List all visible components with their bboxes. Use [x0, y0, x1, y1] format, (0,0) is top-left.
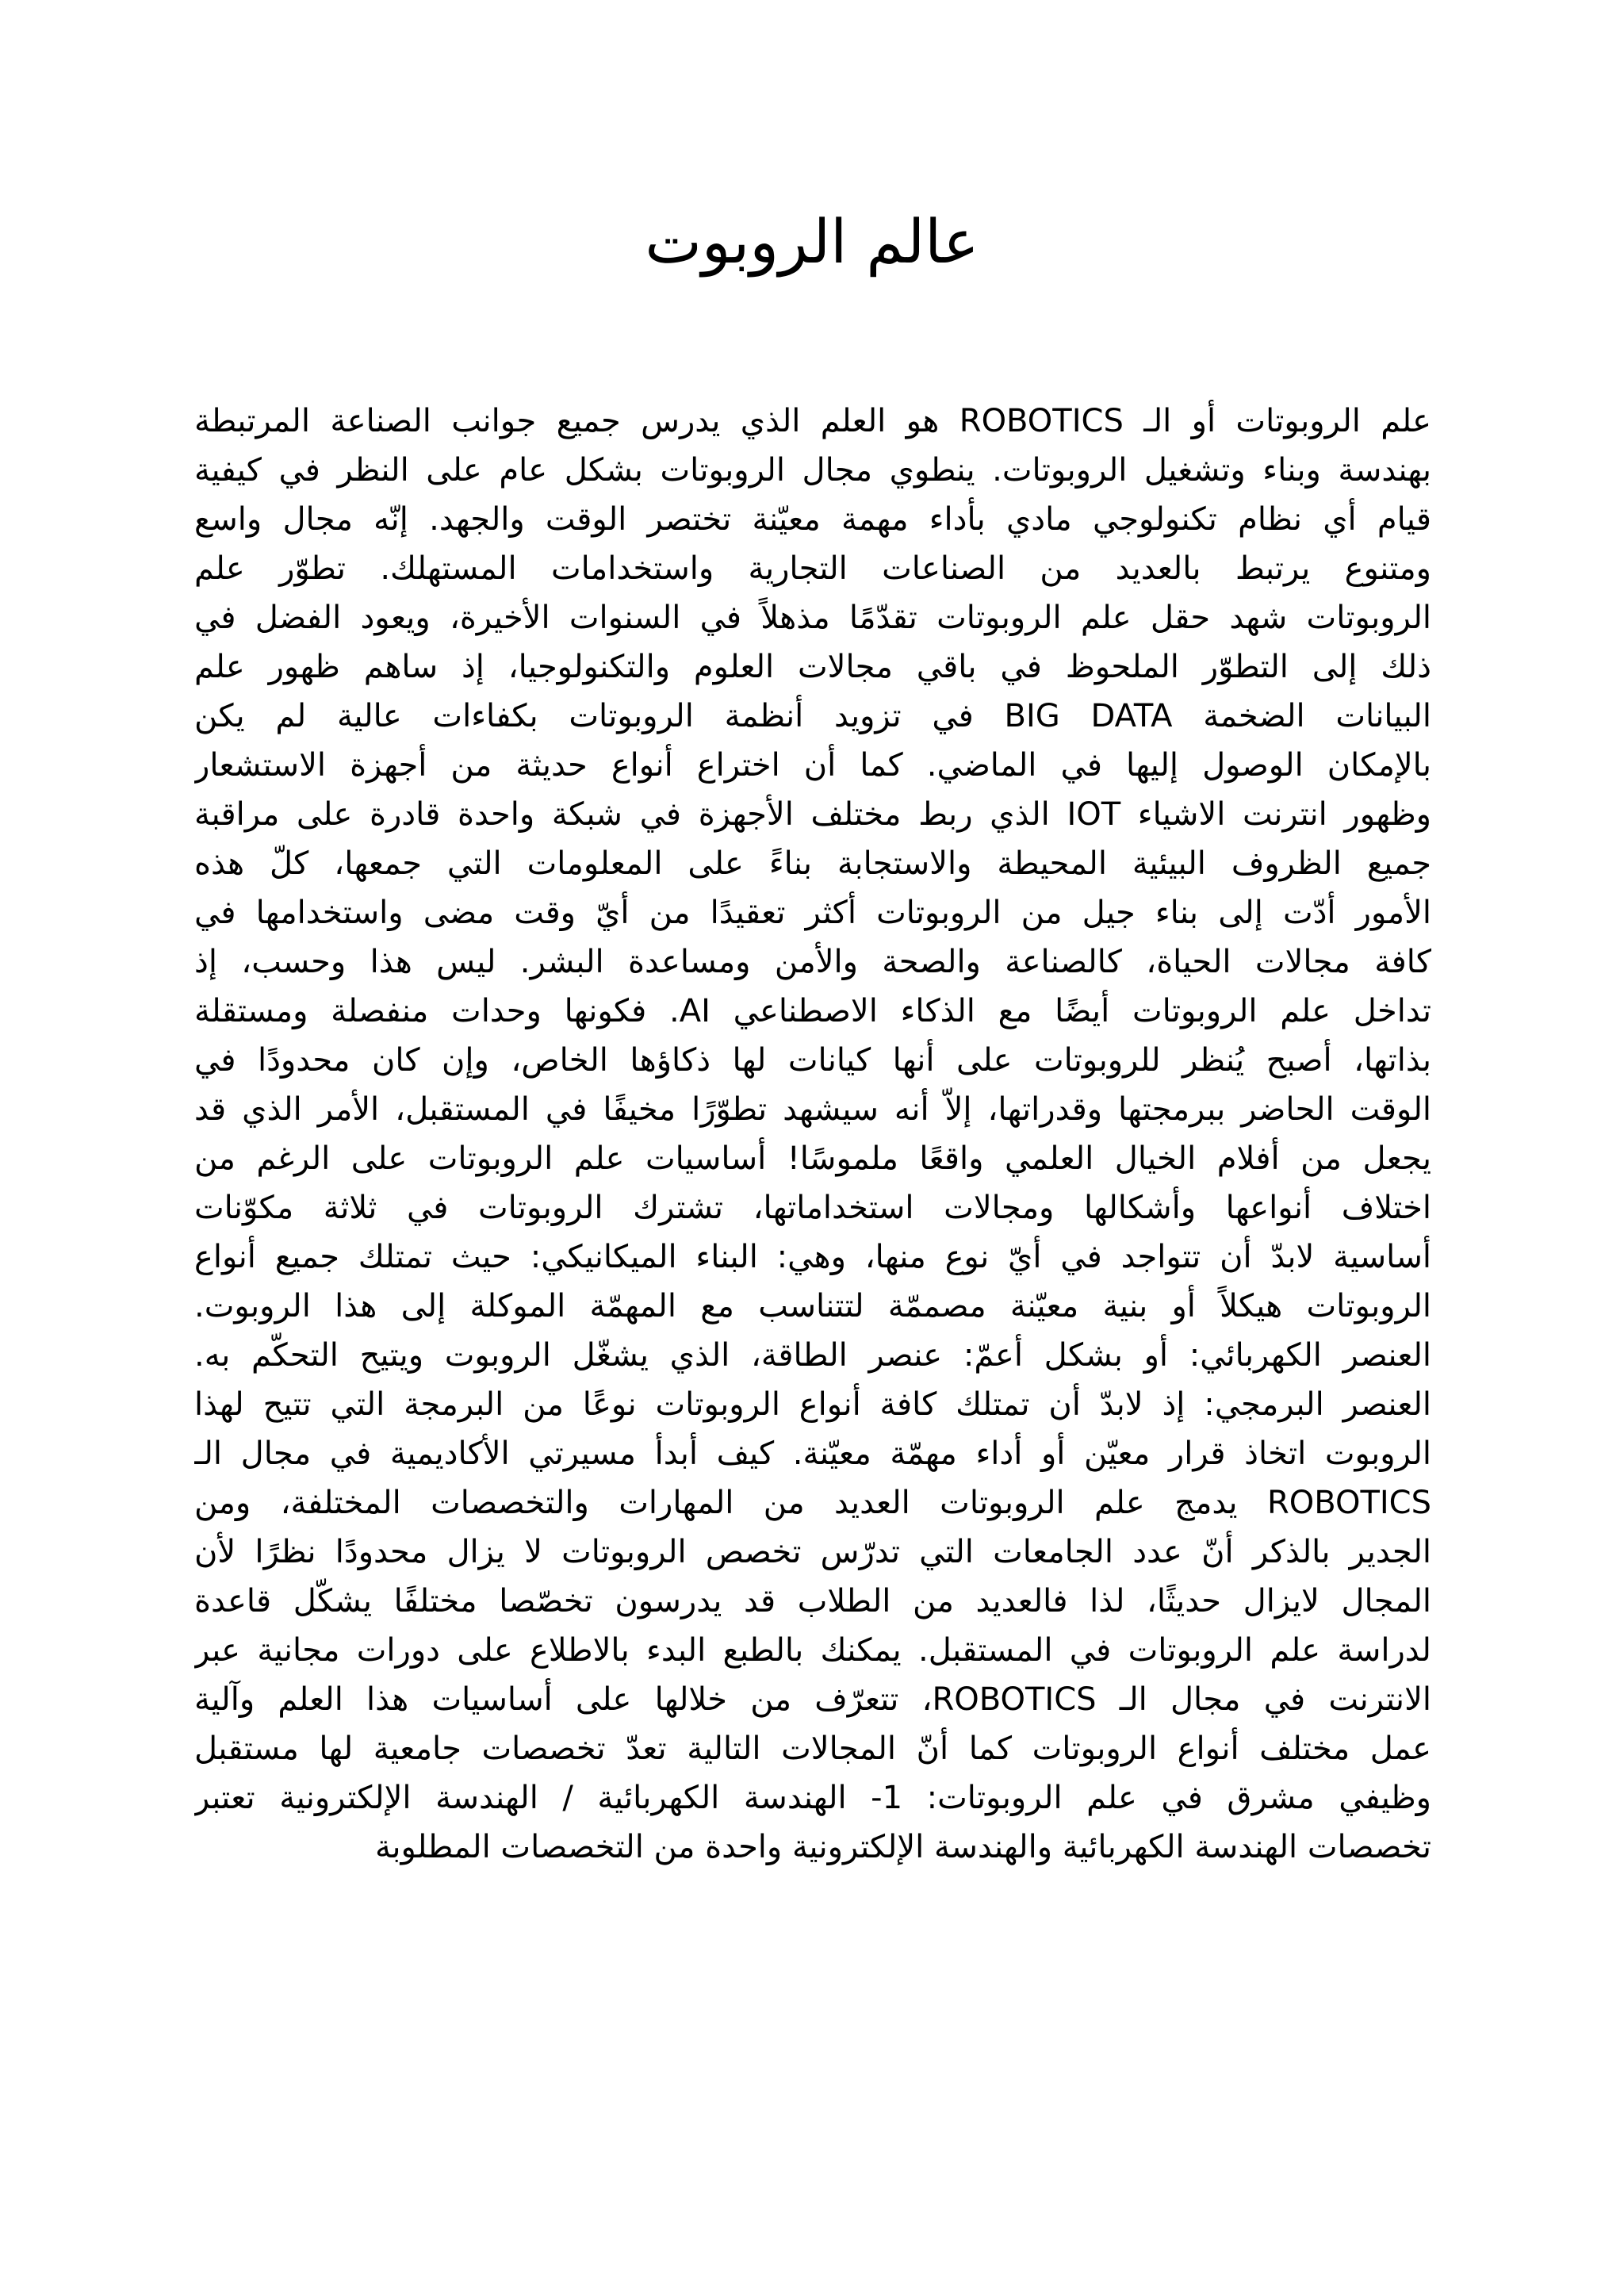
body-line: اختلاف أنواعها وأشكالها ومجالات استخداماتها، تشترك الروبوتات في ثلاثة مكوّنات: [194, 1190, 1431, 1226]
body-line: كافة مجالات الحياة، كالصناعة والصحة والأمن ومساعدة البشر. ليس هذا وحسب، إذ: [194, 944, 1431, 980]
body-line: وظهور انترنت الاشياء IOT الذي ربط مختلف الأجهزة في شبكة واحدة قادرة على مراقبة: [194, 796, 1431, 833]
body-line: البيانات الضخمة BIG DATA في تزويد أنظمة الروبوتات بكفاءات عالية لم يكن: [194, 698, 1431, 734]
body-line: يجعل من أفلام الخيال العلمي واقعًا ملموسًا! أساسيات علم الروبوتات على الرغم من: [194, 1140, 1431, 1177]
body-line: لدراسة علم الروبوتات في المستقبل. يمكنك بالطبع البدء بالاطلاع على دورات مجانية عبر: [194, 1632, 1431, 1669]
body-line: ROBOTICS يدمج علم الروبوتات العديد من المهارات والتخصصات المختلفة، ومن: [194, 1485, 1431, 1521]
body-line: بذاتها، أصبح يُنظر للروبوتات على أنها كيانات لها ذكاؤها الخاص، وإن كان محدودًا في: [194, 1042, 1431, 1079]
body-line: بهندسة وبناء وتشغيل الروبوتات. ينطوي مجال الروبوتات بشكل عام على النظر في كيفية: [194, 452, 1431, 489]
body-line: ومتنوع يرتبط بالعديد من الصناعات التجارية واستخدامات المستهلك. تطوّر علم: [194, 550, 1431, 587]
body-line: الجدير بالذكر أنّ عدد الجامعات التي تدرّس تخصص الروبوتات لا يزال محدودًا نظرًا لأن: [194, 1534, 1431, 1570]
body-line: العنصر الكهربائي: أو بشكل أعمّ: عنصر الطاقة، الذي يشغّل الروبوت ويتيح التحكّم به.: [194, 1337, 1431, 1374]
body-line: الروبوتات هيكلاً أو بنية معيّنة مصممّة لتتناسب مع المهمّة الموكلة إلى هذا الروبوت.: [194, 1288, 1431, 1324]
body-line: المجال لايزال حديثًا، لذا فالعديد من الطلاب قد يدرسون تخصّصا مختلفًا يشكّل قاعدة: [194, 1583, 1431, 1619]
body-line: تخصصات الهندسة الكهربائية والهندسة الإلكترونية واحدة من التخصصات المطلوبة: [374, 1829, 1431, 1865]
body-line: بالإمكان الوصول إليها في الماضي. كما أن اختراع أنواع حديثة من أجهزة الاستشعار: [194, 747, 1431, 784]
body-line: ذلك إلى التطوّر الملحوظ في باقي مجالات العلوم والتكنولوجيا، إذ ساهم ظهور علم: [194, 649, 1431, 685]
body-line: الروبوتات شهد حقل علم الروبوتات تقدّمًا مذهلاً في السنوات الأخيرة، ويعود الفضل في: [194, 600, 1431, 636]
body-line: الأمور أدّت إلى بناء جيل من الروبوتات أكثر تعقيدًا من أيّ وقت مضى واستخدامها في: [194, 895, 1431, 931]
body-line: جميع الظروف البيئية المحيطة والاستجابة بناءً على المعلومات التي جمعها، كلّ هذه: [194, 845, 1431, 882]
body-line: قيام أي نظام تكنولوجي مادي بأداء مهمة معيّنة تختصر الوقت والجهد. إنّه مجال واسع: [194, 501, 1431, 538]
body-line: أساسية لابدّ أن تتواجد في أيّ نوع منها، وهي: البناء الميكانيكي: حيث تمتلك جميع أنواع: [194, 1239, 1431, 1275]
body-line: الوقت الحاضر ببرمجتها وقدراتها، إلاّ أنه سيشهد تطوّرًا مخيفًا في المستقبل، الأمر الذي قد: [194, 1091, 1431, 1128]
document-title: عالم الروبوت: [645, 206, 979, 277]
body-line: العنصر البرمجي: إذ لابدّ أن تمتلك كافة أنواع الروبوتات نوعًا من البرمجة التي تتيح لهذا: [194, 1386, 1431, 1423]
body-line: الروبوت اتخاذ قرار معيّن أو أداء مهمّة معيّنة. كيف أبدأ مسيرتي الأكاديمية في مجال الـ: [194, 1435, 1431, 1472]
body-line: وظيفي مشرق في علم الروبوتات: 1- الهندسة الكهربائية / الهندسة الإلكترونية تعتبر: [194, 1780, 1431, 1816]
body-line: علم الروبوتات أو الـ ROBOTICS هو العلم الذي يدرس جميع جوانب الصناعة المرتبطة: [194, 403, 1431, 439]
body-line: عمل مختلف أنواع الروبوتات كما أنّ المجالات التالية تعدّ تخصصات جامعية لها مستقبل: [194, 1731, 1431, 1767]
body-line: تداخل علم الروبوتات أيضًا مع الذكاء الاصطناعي AI. فكونها وحدات منفصلة ومستقلة: [194, 993, 1431, 1029]
document-body: [194, 397, 1431, 1872]
body-line: الانترنت في مجال الـ ROBOTICS، تتعرّف من خلالها على أساسيات هذا العلم وآلية: [194, 1681, 1431, 1718]
